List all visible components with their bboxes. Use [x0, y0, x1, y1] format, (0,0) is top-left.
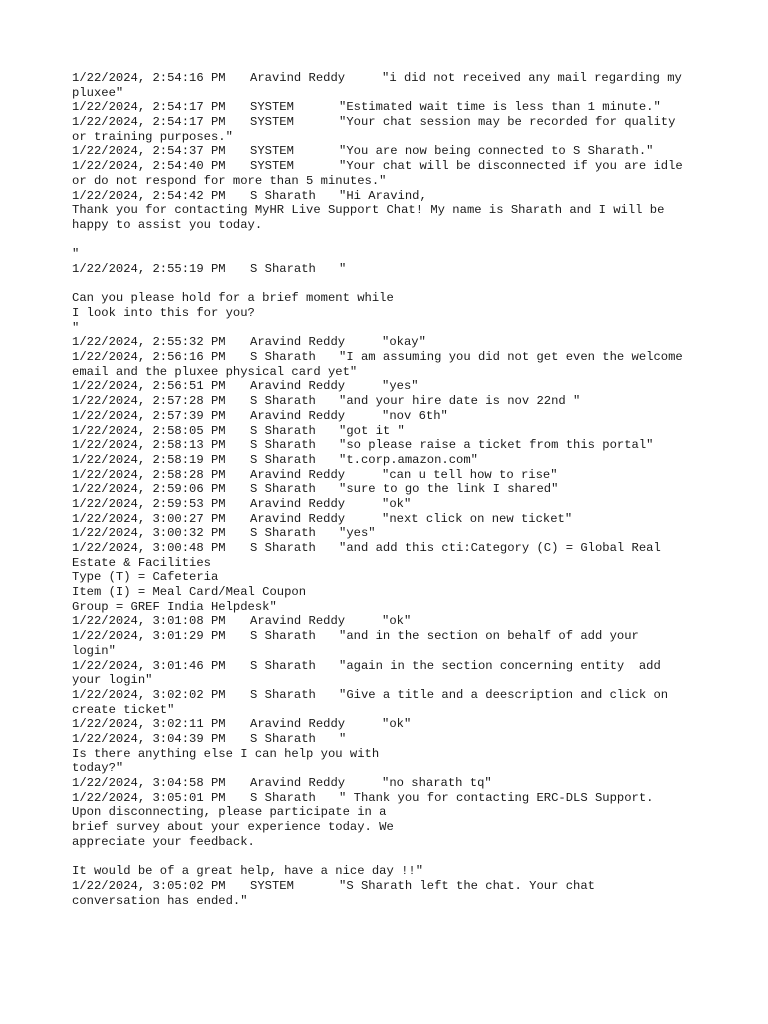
transcript-line: 1/22/2024, 2:56:51 PM Aravind Reddy "yes"	[72, 379, 419, 394]
transcript-line: appreciate your feedback.	[72, 834, 255, 849]
transcript-line: Can you please hold for a brief moment while	[72, 291, 394, 306]
transcript-line: login"	[72, 643, 116, 658]
transcript-line: your login"	[72, 673, 153, 688]
transcript-line: 1/22/2024, 2:58:13 PM S Sharath "so please raise a ticket from this portal"	[72, 438, 654, 453]
transcript-line: Estate & Facilities	[72, 555, 211, 570]
transcript-line: I look into this for you?	[72, 306, 255, 320]
transcript-line: or training purposes."	[72, 129, 233, 144]
transcript-line: 1/22/2024, 2:54:42 PM S Sharath "Hi Aravind,	[72, 188, 427, 203]
transcript-line	[72, 277, 712, 292]
transcript-line: 1/22/2024, 3:00:27 PM Aravind Reddy "next click on new ticket"	[72, 511, 573, 526]
transcript-line: "	[72, 320, 80, 335]
chat-transcript	[72, 71, 712, 908]
transcript-line: 1/22/2024, 2:57:39 PM Aravind Reddy "nov 6th"	[72, 408, 448, 423]
transcript-line: 1/22/2024, 2:59:53 PM Aravind Reddy "ok"	[72, 496, 412, 511]
transcript-line	[72, 233, 712, 248]
transcript-line: 1/22/2024, 3:02:11 PM Aravind Reddy "ok"	[72, 717, 412, 732]
transcript-line: create ticket"	[72, 702, 175, 717]
transcript-line: 1/22/2024, 3:05:01 PM S Sharath " Thank you for contacting ERC-DLS Support.	[72, 790, 654, 805]
transcript-line: 1/22/2024, 2:55:19 PM S Sharath "	[72, 261, 347, 276]
transcript-line: 1/22/2024, 2:58:05 PM S Sharath "got it "	[72, 423, 405, 438]
transcript-line: 1/22/2024, 3:04:58 PM Aravind Reddy "no sharath tq"	[72, 776, 492, 790]
transcript-line	[72, 849, 712, 864]
transcript-line: 1/22/2024, 3:05:02 PM SYSTEM "S Sharath left the chat. Your chat	[72, 878, 595, 893]
transcript-line: conversation has ended."	[72, 893, 248, 908]
transcript-line: 1/22/2024, 2:56:16 PM S Sharath "I am assuming you did not get even the welcome	[72, 350, 683, 365]
transcript-line: 1/22/2024, 2:54:16 PM Aravind Reddy "i did not received any mail regarding my	[72, 71, 682, 85]
transcript-line: today?"	[72, 761, 124, 776]
transcript-line: 1/22/2024, 2:54:17 PM SYSTEM "Estimated wait time is less than 1 minute."	[72, 100, 661, 115]
transcript-line: pluxee"	[72, 85, 124, 100]
transcript-line: or do not respond for more than 5 minutes."	[72, 173, 387, 188]
transcript-line: "	[72, 247, 80, 262]
transcript-line: Upon disconnecting, please participate in a	[72, 805, 387, 820]
transcript-line: It would be of a great help, have a nice day !!"	[72, 864, 424, 879]
transcript-line: Is there anything else I can help you with	[72, 746, 380, 761]
transcript-line: 1/22/2024, 2:54:37 PM SYSTEM "You are now being connected to S Sharath."	[72, 144, 654, 159]
transcript-line: Type (T) = Cafeteria	[72, 570, 219, 585]
transcript-line: brief survey about your experience today. We	[72, 820, 394, 835]
transcript-line: Thank you for contacting MyHR Live Support Chat! My name is Sharath and I will be	[72, 203, 665, 218]
transcript-line: 1/22/2024, 2:58:19 PM S Sharath "t.corp.amazon.com"	[72, 452, 478, 467]
transcript-line: 1/22/2024, 3:04:39 PM S Sharath "	[72, 731, 347, 746]
transcript-line: 1/22/2024, 3:00:32 PM S Sharath "yes"	[72, 526, 376, 541]
transcript-line: happy to assist you today.	[72, 217, 263, 232]
transcript-line: Group = GREF India Helpdesk"	[72, 599, 277, 614]
transcript-line: 1/22/2024, 2:55:32 PM Aravind Reddy "okay"	[72, 335, 426, 350]
transcript-line: 1/22/2024, 3:01:29 PM S Sharath "and in the section on behalf of add your	[72, 629, 639, 644]
transcript-line: 1/22/2024, 3:00:48 PM S Sharath "and add this cti:Category (C) = Global Real	[72, 541, 661, 555]
transcript-line: 1/22/2024, 2:58:28 PM Aravind Reddy "can u tell how to rise"	[72, 467, 558, 482]
transcript-line: Item (I) = Meal Card/Meal Coupon	[72, 585, 307, 600]
transcript-line: email and the pluxee physical card yet"	[72, 364, 358, 379]
transcript-line: 1/22/2024, 2:54:17 PM SYSTEM "Your chat session may be recorded for quality	[72, 115, 676, 130]
transcript-line: 1/22/2024, 2:54:40 PM SYSTEM "Your chat will be disconnected if you are idle	[72, 159, 683, 174]
transcript-line: 1/22/2024, 3:01:46 PM S Sharath "again in the section concerning entity add	[72, 658, 661, 673]
transcript-line: 1/22/2024, 3:01:08 PM Aravind Reddy "ok"	[72, 614, 412, 629]
transcript-line: 1/22/2024, 2:59:06 PM S Sharath "sure to go the link I shared"	[72, 482, 559, 497]
transcript-line: 1/22/2024, 3:02:02 PM S Sharath "Give a title and a deescription and click on	[72, 687, 669, 702]
transcript-line: 1/22/2024, 2:57:28 PM S Sharath "and your hire date is nov 22nd "	[72, 394, 581, 409]
